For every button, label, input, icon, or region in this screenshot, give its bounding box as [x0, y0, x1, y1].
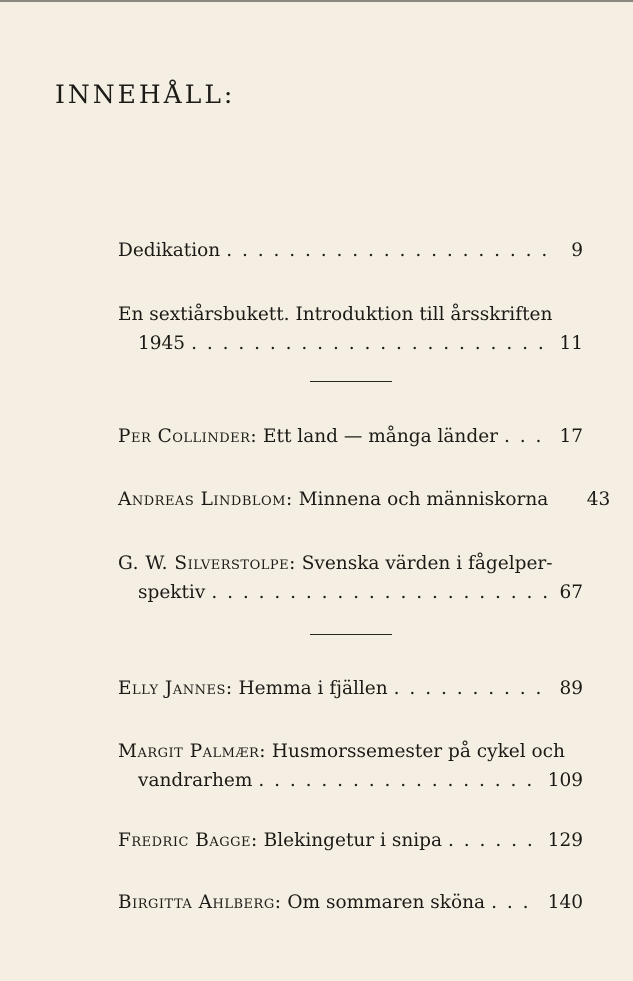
entry-page: 89	[559, 678, 583, 699]
page-title: INNEHÅLL:	[55, 80, 236, 109]
entry-page: 17	[559, 426, 583, 447]
entry-author: G. W. Silverstolpe:	[118, 553, 296, 574]
toc-entry	[118, 485, 611, 514]
toc-entry	[118, 888, 583, 917]
toc-entry	[118, 236, 583, 265]
leader-dots	[205, 578, 547, 607]
section-divider	[310, 634, 392, 635]
entry-title: Om sommaren sköna	[287, 892, 486, 913]
entry-title: Ett land — många länder	[263, 426, 498, 447]
entry-title: En sextiårsbukett. Introduktion till årsskriften	[118, 304, 553, 325]
entry-author: Per Collinder:	[118, 426, 258, 447]
entry-author: Elly Jannes:	[118, 678, 233, 699]
leader-dots	[485, 888, 538, 917]
leader-dots	[220, 236, 547, 265]
entry-title: Hemma i fjällen	[238, 678, 388, 699]
entry-title-cont: vandrarhem	[138, 770, 253, 791]
entry-title: Minnena och människorna	[298, 489, 549, 510]
leader-dots	[252, 766, 537, 795]
toc-entry	[118, 826, 583, 855]
section-divider	[310, 381, 392, 382]
toc-entry	[118, 422, 583, 451]
entry-title-cont: spektiv	[138, 582, 206, 603]
entry-author: Andreas Lindblom:	[118, 489, 293, 510]
toc-entry	[118, 300, 583, 358]
entry-author: Birgitta Ahlberg:	[118, 892, 282, 913]
leader-dots	[388, 674, 547, 703]
toc-entry	[118, 549, 583, 607]
toc-entry	[118, 674, 583, 703]
page-top-edge	[0, 0, 633, 2]
entry-page: 43	[586, 489, 611, 510]
entry-author: Margit Palmær:	[118, 741, 267, 762]
entry-title: Blekingetur i snipa	[263, 830, 443, 851]
entry-title-cont: 1945	[138, 333, 186, 354]
leader-dots	[185, 329, 547, 358]
leader-dots	[498, 422, 547, 451]
toc-entry	[118, 737, 583, 795]
entry-author: Fredric Bagge:	[118, 830, 258, 851]
entry-page: 129	[547, 830, 583, 851]
leader-dots	[442, 826, 538, 855]
entry-page: 67	[559, 582, 583, 603]
entry-page: 109	[547, 770, 583, 791]
entry-title: Svenska värden i fågelper-	[301, 553, 553, 574]
entry-page: 11	[559, 333, 583, 354]
entry-title: Dedikation	[118, 240, 221, 261]
entry-page: 140	[547, 892, 583, 913]
entry-page: 9	[571, 240, 583, 261]
entry-title: Husmorssemester på cykel och	[271, 741, 565, 762]
